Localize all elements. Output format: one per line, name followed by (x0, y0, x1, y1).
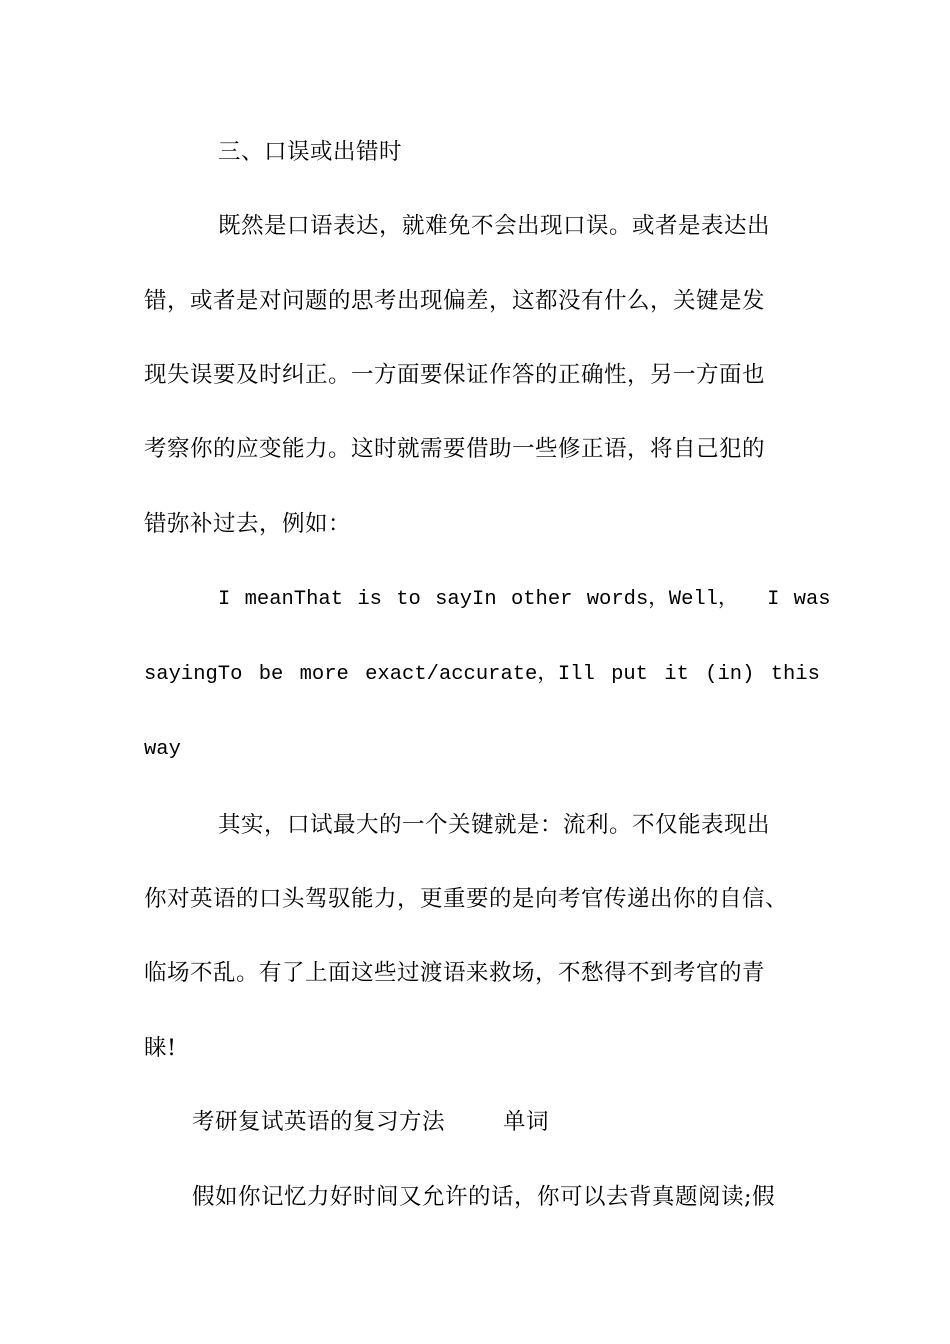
english-phrases-line: way (144, 738, 181, 761)
english-phrases-line: I meanThat is to sayIn other words，Well， I was (218, 588, 831, 611)
section-title: 考研复试英语的复习方法 (192, 1109, 446, 1135)
section-heading-3: 三、口误或出错时 (218, 139, 403, 165)
paragraph-line: 错，或者是对问题的思考出现偏差，这都没有什么，关键是发 (144, 288, 766, 314)
english-phrases-line: sayingTo be more exact/accurate，Ill put it (in) this (144, 663, 820, 686)
paragraph-line: 既然是口语表达，就难免不会出现口误。或者是表达出 (218, 213, 771, 239)
paragraph-line: 考察你的应变能力。这时就需要借助一些修正语，将自己犯的 (144, 436, 766, 462)
paragraph-line: 现失误要及时纠正。一方面要保证作答的正确性，另一方面也 (144, 362, 766, 388)
paragraph-line: 睐! (144, 1035, 177, 1061)
paragraph-line: 其实，口试最大的一个关键就是：流利。不仅能表现出 (218, 812, 771, 838)
paragraph-line: 假如你记忆力好时间又允许的话，你可以去背真题阅读;假 (192, 1184, 776, 1210)
paragraph-line: 你对英语的口头驾驭能力，更重要的是向考官传递出你的自信、 (144, 886, 789, 912)
paragraph-line: 临场不乱。有了上面这些过渡语来救场，不愁得不到考官的青 (144, 960, 766, 986)
section-subtitle: 单词 (503, 1109, 550, 1135)
paragraph-line: 错弥补过去，例如： (144, 511, 352, 537)
